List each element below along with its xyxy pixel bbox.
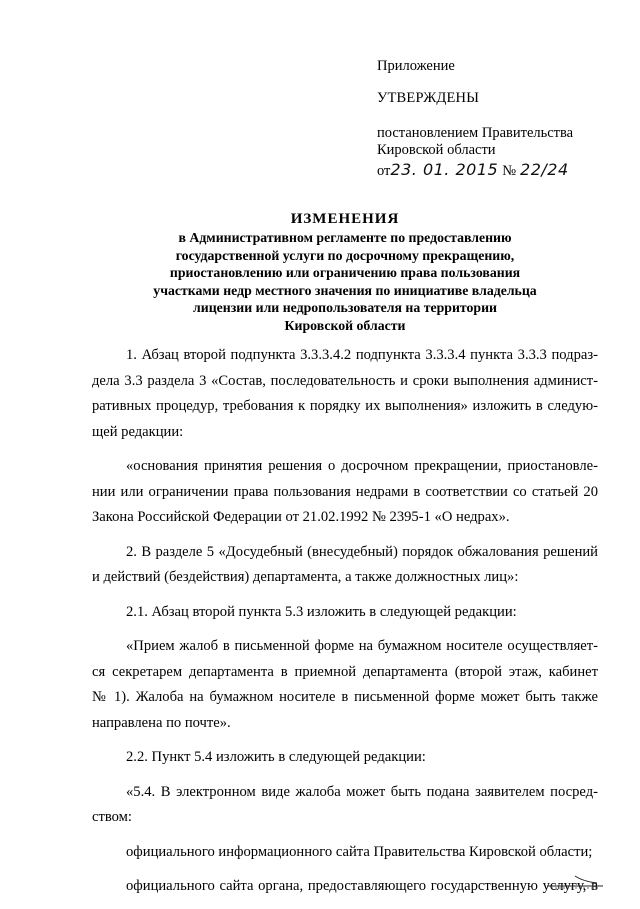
text-line: 2.2. Пункт 5.4 изложить в следующей редакции: bbox=[126, 749, 426, 765]
resolution-date-line bbox=[377, 161, 569, 180]
subtitle-line: лицензии или недропользователя на территории bbox=[193, 300, 497, 315]
text-line: щей редакции: bbox=[92, 423, 184, 440]
paragraph-1 bbox=[92, 343, 598, 445]
text-line: 2. В разделе 5 «Досудебный (внесудебный) порядок обжалования решений bbox=[126, 543, 598, 560]
text-line: нии или ограничении права пользования недрами в соответствии со статьей 20 bbox=[92, 483, 598, 500]
paragraph-2-2 bbox=[92, 745, 598, 771]
paragraph-list-item-1 bbox=[92, 840, 598, 866]
paragraph-quote-2 bbox=[92, 634, 598, 736]
text-line: направлена по почте». bbox=[92, 714, 231, 731]
number-sign: № bbox=[502, 163, 517, 179]
document-heading: ИЗМЕНЕНИЯ bbox=[290, 211, 400, 227]
region-label: Кировской области bbox=[377, 142, 496, 158]
subtitle-line: приостановлению или ограничению права пользования bbox=[169, 265, 521, 280]
handwritten-date: 23. 01. 2015 bbox=[390, 160, 499, 179]
document-subtitle bbox=[100, 229, 590, 334]
text-line: ся секретарем департамента в приемной департамента (второй этаж, кабинет bbox=[92, 663, 598, 680]
text-line: официального информационного сайта Правительства Кировской области; bbox=[126, 843, 593, 860]
paragraph-quote-1 bbox=[92, 454, 598, 531]
text-line: Закона Российской Федерации от 21.02.1992 № 2395-1 «О недрах». bbox=[92, 509, 510, 525]
text-line: 1. Абзац второй подпункта 3.3.3.4.2 подпункта 3.3.3.4 пункта 3.3.3 подраз- bbox=[126, 347, 598, 363]
document-body bbox=[92, 343, 598, 909]
approved-label: УТВЕРЖДЕНЫ bbox=[377, 90, 480, 106]
text-line: «5.4. В электронном виде жалоба может быть подана заявителем посред- bbox=[126, 783, 598, 800]
text-line: 2.1. Абзац второй пункта 5.3 изложить в следующей редакции: bbox=[126, 603, 517, 620]
subtitle-line: в Административном регламенте по предоставлению bbox=[178, 230, 512, 245]
subtitle-line: Кировской области bbox=[284, 317, 406, 333]
paragraph-2 bbox=[92, 540, 598, 591]
text-line: дела 3.3 раздела 3 «Состав, последовательность и сроки выполнения админист- bbox=[92, 372, 598, 389]
text-line: и действий (бездействия) департамента, а также должностных лиц»: bbox=[92, 569, 519, 585]
text-line: официального сайта органа, предоставляющего государственную услугу, в bbox=[126, 878, 598, 894]
handwritten-mark-icon bbox=[545, 872, 605, 892]
document-title-block bbox=[100, 210, 590, 334]
date-prefix: от bbox=[377, 163, 391, 179]
text-line: № 1). Жалоба на бумажном носителе в письменной форме может быть также bbox=[92, 689, 598, 705]
text-line: ством: bbox=[92, 809, 132, 825]
resolution-label: постановлением Правительства bbox=[377, 125, 574, 141]
subtitle-line: государственной услуги по досрочному прекращению, bbox=[175, 247, 515, 263]
paragraph-2-1 bbox=[92, 600, 598, 626]
paragraph-quote-3 bbox=[92, 780, 598, 831]
paragraph-list-item-2 bbox=[92, 874, 598, 900]
text-line: ративных процедур, требования к порядку их выполнения» изложить в следую- bbox=[92, 398, 598, 414]
appendix-label: Приложение bbox=[377, 58, 455, 74]
text-line: «Прием жалоб в письменной форме на бумажном носителе осуществляет- bbox=[126, 638, 598, 654]
text-line: «основания принятия решения о досрочном прекращении, приостановле- bbox=[126, 458, 598, 474]
subtitle-line: участками недр местного значения по инициативе владельца bbox=[153, 282, 537, 298]
handwritten-number: 22/24 bbox=[520, 160, 569, 179]
